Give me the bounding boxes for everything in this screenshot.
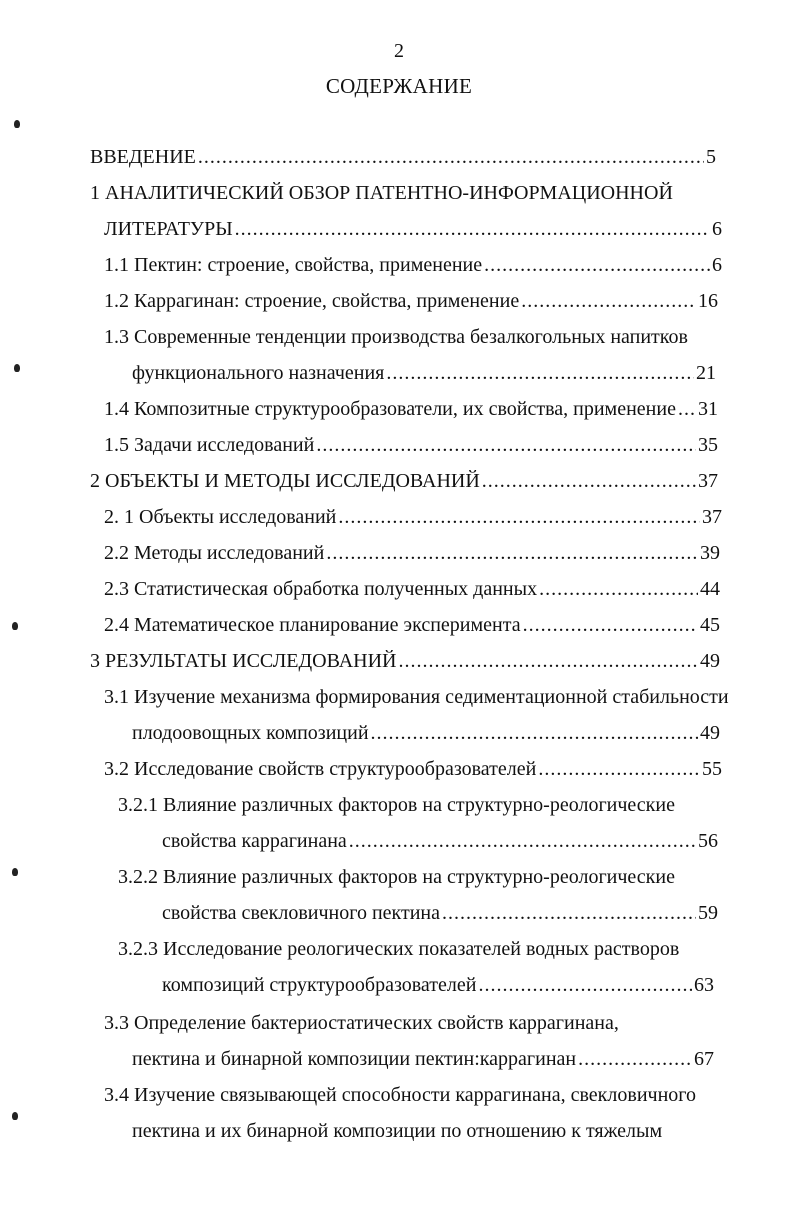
toc-entry-page: 35 <box>698 434 718 456</box>
toc-entry-text: 3.2.2 Влияние различных факторов на структурно-реологические <box>118 866 675 888</box>
toc-entry-page: 21 <box>696 362 716 384</box>
toc-entry-3-3-line1 <box>104 1010 619 1036</box>
toc-leader-dots <box>482 468 696 494</box>
toc-entry-text: 1.5 Задачи исследований <box>104 434 315 456</box>
toc-entry-page: 56 <box>698 830 718 852</box>
toc-entry-text: 3 РЕЗУЛЬТАТЫ ИССЛЕДОВАНИЙ <box>90 650 397 672</box>
toc-leader-dots <box>316 432 696 458</box>
toc-entry-page: 45 <box>700 614 720 636</box>
toc-entry-2-4 <box>104 612 720 638</box>
toc-entry-text: 2 ОБЪЕКТЫ И МЕТОДЫ ИССЛЕДОВАНИЙ <box>90 470 480 492</box>
toc-entry-1-3 <box>132 360 716 386</box>
toc-entry-3-2-2-line1 <box>118 864 675 890</box>
toc-leader-dots <box>578 1046 692 1072</box>
toc-entry-1-2 <box>104 288 718 314</box>
toc-entry-page: 31 <box>698 398 718 420</box>
toc-entry-text: ВВЕДЕНИЕ <box>90 146 196 168</box>
toc-entry-1-1 <box>104 252 722 278</box>
toc-entry-page: 63 <box>694 974 714 996</box>
toc-entry-1-5 <box>104 432 718 458</box>
toc-entry-text: 2.2 Методы исследований <box>104 542 325 564</box>
toc-entry-2-3 <box>104 576 720 602</box>
toc-entry-1-3-line1 <box>104 324 688 350</box>
toc-entry-3-2-3-line1 <box>118 936 679 962</box>
toc-entry-3-2-1-line1 <box>118 792 675 818</box>
toc-leader-dots <box>678 396 696 422</box>
toc-entry-text: функционального назначения <box>132 362 385 384</box>
toc-entry-ch1-line1 <box>90 180 673 206</box>
page-number: 2 <box>394 40 404 62</box>
toc-entry-page: 37 <box>702 506 722 528</box>
toc-leader-dots <box>371 720 698 746</box>
toc-entry-text: 3.4 Изучение связывающей способности каррагинана, свекловичного <box>104 1084 696 1106</box>
toc-leader-dots <box>478 972 692 998</box>
toc-entry-2-1 <box>104 504 722 530</box>
toc-entry-page: 59 <box>698 902 718 924</box>
toc-leader-dots <box>349 828 696 854</box>
toc-entry-page: 6 <box>712 218 722 240</box>
toc-entry-text: плодоовощных композиций <box>132 722 369 744</box>
toc-entry-text: 3.3 Определение бактериостатических свойств каррагинана, <box>104 1012 619 1034</box>
toc-leader-dots <box>326 540 698 566</box>
toc-entry-3-1 <box>132 720 720 746</box>
toc-leader-dots <box>523 612 698 638</box>
toc-entry-page: 6 <box>712 254 722 276</box>
toc-entry-text: пектина и бинарной композиции пектин:каррагинан <box>132 1048 577 1070</box>
toc-entry-text: 1.2 Каррагинан: строение, свойства, применение <box>104 290 520 312</box>
toc-entry-text: свойства каррагинана <box>162 830 347 852</box>
toc-entry-text: пектина и их бинарной композиции по отношению к тяжелым <box>132 1120 663 1142</box>
toc-entry-text: 1 АНАЛИТИЧЕСКИЙ ОБЗОР ПАТЕНТНО-ИНФОРМАЦИОННОЙ <box>90 182 673 204</box>
toc-entry-text: 3.2 Исследование свойств структурообразователей <box>104 758 537 780</box>
toc-entry-text: 1.1 Пектин: строение, свойства, применение <box>104 254 483 276</box>
toc-entry-page: 55 <box>702 758 722 780</box>
toc-leader-dots <box>198 144 704 170</box>
toc-leader-dots <box>442 900 696 926</box>
toc-entry-text: ЛИТЕРАТУРЫ <box>104 218 233 240</box>
toc-entry-intro <box>90 144 716 170</box>
toc-entry-ch2 <box>90 468 718 494</box>
toc-entry-page: 5 <box>706 146 716 168</box>
toc-entry-text: свойства свекловичного пектина <box>162 902 441 924</box>
toc-entry-3-1-line1 <box>104 684 729 710</box>
toc-entry-page: 67 <box>694 1048 714 1070</box>
toc-entry-3-2-1 <box>162 828 718 854</box>
toc-leader-dots <box>235 216 710 242</box>
toc-entry-2-2 <box>104 540 720 566</box>
toc-entry-3-2-3 <box>162 972 714 998</box>
toc-entry-text: 1.4 Композитные структурообразователи, их свойства, применение <box>104 398 676 420</box>
toc-entry-page: 49 <box>700 722 720 744</box>
toc-entry-page: 44 <box>700 578 720 600</box>
toc-entry-text: 3.1 Изучение механизма формирования седиментационной стабильности <box>104 686 729 708</box>
page-title: СОДЕРЖАНИЕ <box>325 74 473 98</box>
toc-entry-1-4 <box>104 396 718 422</box>
toc-leader-dots <box>539 576 698 602</box>
toc-leader-dots <box>521 288 696 314</box>
toc-entry-text: 2.4 Математическое планирование эксперимента <box>104 614 521 636</box>
toc-entry-ch3 <box>90 648 720 674</box>
toc-entry-ch1 <box>104 216 722 242</box>
toc-entry-3-4-line1 <box>104 1082 696 1108</box>
toc-entry-page: 37 <box>698 470 718 492</box>
toc-entry-text: 2. 1 Объекты исследований <box>104 506 337 528</box>
toc-entry-text: 2.3 Статистическая обработка полученных данных <box>104 578 538 600</box>
toc-entry-page: 49 <box>700 650 720 672</box>
toc-entry-text: 1.3 Современные тенденции производства безалкогольных напитков <box>104 326 688 348</box>
toc-entry-page: 39 <box>700 542 720 564</box>
toc-entry-text: 3.2.1 Влияние различных факторов на структурно-реологические <box>118 794 675 816</box>
toc-leader-dots <box>398 648 698 674</box>
toc-entry-text: 3.2.3 Исследование реологических показателей водных растворов <box>118 938 680 960</box>
toc-entry-page: 16 <box>698 290 718 312</box>
toc-entry-3-4-line2 <box>132 1118 662 1144</box>
toc-entry-text: композиций структурообразователей <box>162 974 477 996</box>
toc-entry-3-2-2 <box>162 900 718 926</box>
toc-entry-3-2 <box>104 756 722 782</box>
toc-entry-3-3 <box>132 1046 714 1072</box>
toc-leader-dots <box>484 252 710 278</box>
toc-leader-dots <box>386 360 694 386</box>
toc-leader-dots <box>538 756 700 782</box>
toc-leader-dots <box>338 504 700 530</box>
